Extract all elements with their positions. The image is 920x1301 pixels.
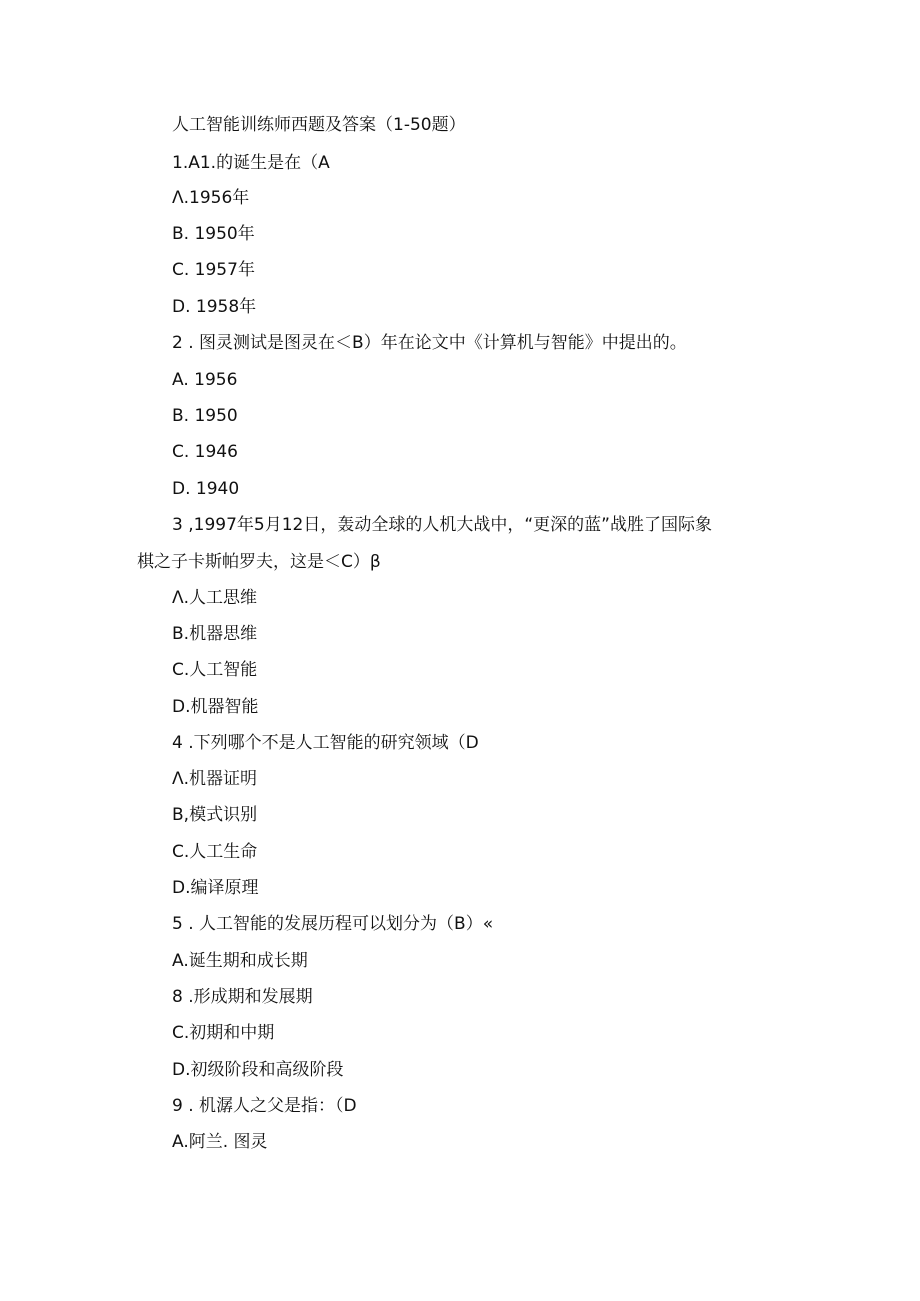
document-title: 人工智能训练师西题及答案（1-50题） [172, 115, 466, 135]
question-6-option-a: A.阿兰. 图灵 [172, 1132, 268, 1152]
question-3-line-2: 棋之子卡斯帕罗夫，这是＜C）β [137, 552, 381, 572]
question-4-option-d: D.编译原理 [172, 878, 259, 898]
question-4-option-b: B,模式识别 [172, 805, 258, 825]
question-1-option-c: C. 1957年 [172, 260, 255, 280]
question-1-option-a: Λ.1956年 [172, 188, 250, 208]
question-3-line-1: 3 ,1997年5月12日，轰动全球的人机大战中，“更深的蓝”战胜了国际象 [172, 515, 712, 535]
question-1-option-d: D. 1958年 [172, 297, 257, 317]
question-3-option-c: C.人工智能 [172, 660, 258, 680]
question-3-option-a: Λ.人工思维 [172, 588, 258, 608]
question-2-option-c: C. 1946 [172, 442, 238, 462]
question-3-option-b: B.机器思维 [172, 624, 258, 644]
question-6: 9 . 机潺人之父是指：（D [172, 1096, 357, 1116]
question-2: 2 . 图灵测试是图灵在＜B）年在论文中《计算机与智能》中提出的。 [172, 333, 687, 353]
question-5: 5 . 人工智能的发展历程可以划分为（B）« [172, 914, 494, 934]
question-4-option-c: C.人工生命 [172, 842, 258, 862]
question-1-option-b: B. 1950年 [172, 224, 255, 244]
question-5-option-c: C.初期和中期 [172, 1023, 275, 1043]
question-5-option-a: A.诞生期和成长期 [172, 951, 308, 971]
question-2-option-d: D. 1940 [172, 479, 240, 499]
question-2-option-a: A. 1956 [172, 370, 238, 390]
question-5-option-d: D.初级阶段和高级阶段 [172, 1060, 344, 1080]
question-1: 1.A1.的诞生是在（A [172, 153, 330, 173]
question-3-option-d: D.机器智能 [172, 697, 259, 717]
question-2-option-b: B. 1950 [172, 406, 238, 426]
question-4: 4 .下列哪个不是人工智能的研究领域（D [172, 733, 479, 753]
question-5-option-b: 8 .形成期和发展期 [172, 987, 313, 1007]
question-4-option-a: Λ.机器证明 [172, 769, 258, 789]
